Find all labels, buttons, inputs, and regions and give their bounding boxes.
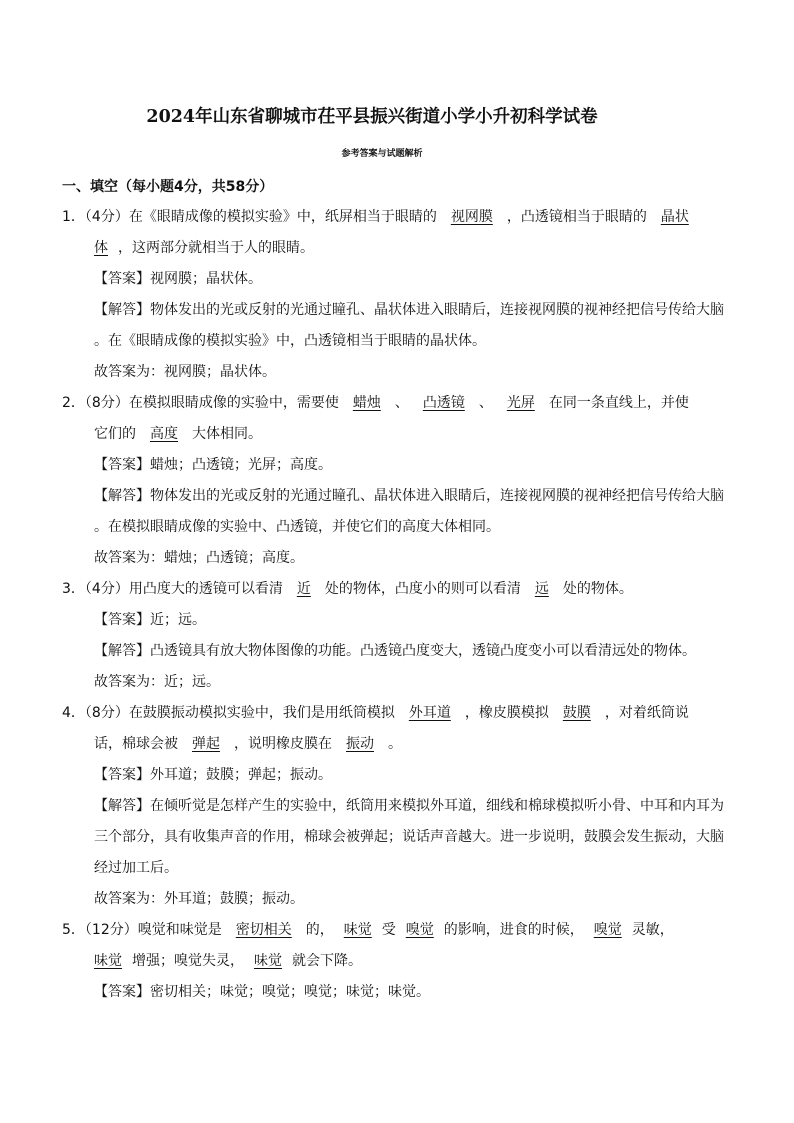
question-4: [62, 698, 728, 915]
fill-answer: 外耳道: [408, 705, 451, 721]
question-text: 的影响，进食的时候，: [443, 922, 584, 938]
question-text: 增强；嗅觉失灵，: [132, 953, 244, 969]
question-text: ，说明橡皮膜在: [234, 736, 332, 752]
analysis-text: 。在模拟眼睛成像的实验中、凸透镜，并使它们的高度大体相同。: [94, 519, 500, 535]
question-4-stem: [62, 698, 728, 729]
answer-text: 外耳道；鼓膜；弹起；振动。: [150, 767, 332, 783]
analysis-line: [62, 481, 728, 512]
answer-text: 密切相关；味觉；嗅觉；嗅觉；味觉；味觉。: [150, 984, 430, 1000]
question-1: [62, 202, 728, 388]
question-text: 处的物体，凸度小的则可以看清: [324, 581, 521, 597]
analysis-text: 经过加工后。: [94, 860, 178, 876]
question-5-stem: [62, 915, 728, 946]
fill-answer: 近: [296, 581, 311, 597]
question-text: ，对着纸筒说: [604, 705, 689, 721]
fill-answer: 振动: [346, 736, 374, 752]
analysis-text: 三个部分，具有收集声音的作用，棉球会被弹起；说话声音越大。进一步说明，鼓膜会发生振动，大脑: [94, 829, 724, 845]
fill-answer: 远: [534, 581, 549, 597]
fill-answer: 味觉: [254, 953, 282, 969]
fill-answer: 凸透镜: [422, 395, 465, 411]
answer-label: 【答案】: [94, 984, 150, 1000]
final-answer: 故答案为：外耳道；鼓膜；振动。: [94, 891, 304, 907]
analysis-text: 物体发出的光或反射的光通过瞳孔、晶状体进入眼睛后，连接视网膜的视神经把信号传给大脑: [150, 488, 724, 504]
question-text: 处的物体。: [562, 581, 633, 597]
answer-label: 【答案】: [94, 612, 150, 628]
question-text: ，橡皮膜模拟: [464, 705, 549, 721]
analysis-line: [62, 636, 728, 667]
analysis-text: 。在《眼睛成像的模拟实验》中，凸透镜相当于眼睛的晶状体。: [94, 333, 486, 349]
analysis-text: 在倾听觉是怎样产生的实验中，纸筒用来模拟外耳道，细线和棉球模拟听小骨、中耳和内耳为: [150, 798, 724, 814]
question-text: 、: [478, 395, 493, 411]
fill-answer: 晶状: [660, 209, 689, 225]
fill-answer: 光屏: [506, 395, 535, 411]
fill-answer: 体: [94, 240, 108, 256]
question-number: 3．（4分）: [62, 581, 129, 597]
fill-answer: 弹起: [192, 736, 220, 752]
question-number: 5．（12分）: [62, 922, 138, 938]
question-text: 用凸度大的透镜可以看清: [128, 581, 283, 597]
final-answer: 故答案为：视网膜；晶状体。: [94, 364, 276, 380]
question-text: ，这两部分就相当于人的眼睛。: [118, 240, 314, 256]
fill-answer: 嗅觉: [593, 922, 622, 938]
question-text: 的，: [305, 922, 334, 938]
analysis-label: 【解答】: [94, 488, 150, 504]
question-text: 在同一条直线上，并使: [548, 395, 689, 411]
answer-label: 【答案】: [94, 767, 150, 783]
answer-text: 近；远。: [150, 612, 206, 628]
question-3: [62, 574, 728, 698]
final-answer: 故答案为：蜡烛；凸透镜；高度。: [94, 550, 304, 566]
analysis-line-cont: [62, 512, 728, 543]
fill-answer: 鼓膜: [562, 705, 591, 721]
analysis-text: 凸透镜具有放大物体图像的功能。凸透镜凸度变大，透镜凸度变小可以看清远处的物体。: [150, 643, 696, 659]
question-number: 1．（4分）: [62, 209, 129, 225]
answer-line: [62, 450, 728, 481]
question-4-stem-cont: [62, 729, 728, 760]
question-list: [62, 202, 728, 1008]
question-text: 话，棉球会被: [94, 736, 178, 752]
analysis-label: 【解答】: [94, 302, 150, 318]
question-text: 在《眼睛成像的模拟实验》中，纸屏相当于眼睛的: [128, 209, 437, 225]
section-heading: 一、填空（每小题4分，共58分）: [62, 179, 274, 195]
answer-text: 视网膜；晶状体。: [150, 271, 262, 287]
question-text: 在鼓膜振动模拟实验中，我们是用纸筒模拟: [128, 705, 395, 721]
analysis-line: [62, 295, 728, 326]
question-text: 嗅觉和味觉是: [137, 922, 222, 938]
final-answer: 故答案为：近；远。: [94, 674, 220, 690]
question-text: 大体相同。: [192, 426, 262, 442]
analysis-line: [62, 791, 728, 822]
question-text: 。: [388, 736, 402, 752]
exam-title: 2024年山东省聊城市茌平县振兴街道小学小升初科学试卷: [146, 107, 598, 127]
answer-text: 蜡烛；凸透镜；光屏；高度。: [150, 457, 332, 473]
answer-line: [62, 760, 728, 791]
question-text: 在模拟眼睛成像的实验中，需要使: [128, 395, 339, 411]
question-number: 2．（8分）: [62, 395, 129, 411]
question-text: ，凸透镜相当于眼睛的: [506, 209, 647, 225]
fill-answer: 味觉: [94, 953, 122, 969]
question-text: 、: [394, 395, 409, 411]
question-1-stem-cont: [62, 233, 728, 264]
answer-line: [62, 605, 728, 636]
fill-answer: 嗅觉: [405, 922, 434, 938]
question-2-stem: [62, 388, 728, 419]
question-text: 就会下降。: [292, 953, 362, 969]
analysis-text: 物体发出的光或反射的光通过瞳孔、晶状体进入眼睛后，连接视网膜的视神经把信号传给大脑: [150, 302, 724, 318]
analysis-label: 【解答】: [94, 798, 150, 814]
answer-label: 【答案】: [94, 457, 150, 473]
fill-answer: 味觉: [343, 922, 372, 938]
question-2: [62, 388, 728, 574]
analysis-line-cont: [62, 822, 728, 853]
question-text: 受: [381, 922, 396, 938]
answer-line: [62, 264, 728, 295]
fill-answer: 蜡烛: [352, 395, 381, 411]
fill-answer: 高度: [150, 426, 178, 442]
question-2-stem-cont: [62, 419, 728, 450]
analysis-label: 【解答】: [94, 643, 150, 659]
question-5-stem-cont: [62, 946, 728, 977]
fill-answer: 密切相关: [235, 922, 292, 938]
question-1-stem: [62, 202, 728, 233]
question-3-stem: [62, 574, 728, 605]
analysis-line-cont: [62, 853, 728, 884]
analysis-line-cont: [62, 326, 728, 357]
answer-label: 【答案】: [94, 271, 150, 287]
fill-answer: 视网膜: [450, 209, 493, 225]
question-5: [62, 915, 728, 1008]
exam-subtitle: 参考答案与试题解析: [341, 149, 423, 159]
answer-line: [62, 977, 728, 1008]
question-text: 它们的: [94, 426, 136, 442]
question-number: 4．（8分）: [62, 705, 129, 721]
question-text: 灵敏，: [631, 922, 674, 938]
